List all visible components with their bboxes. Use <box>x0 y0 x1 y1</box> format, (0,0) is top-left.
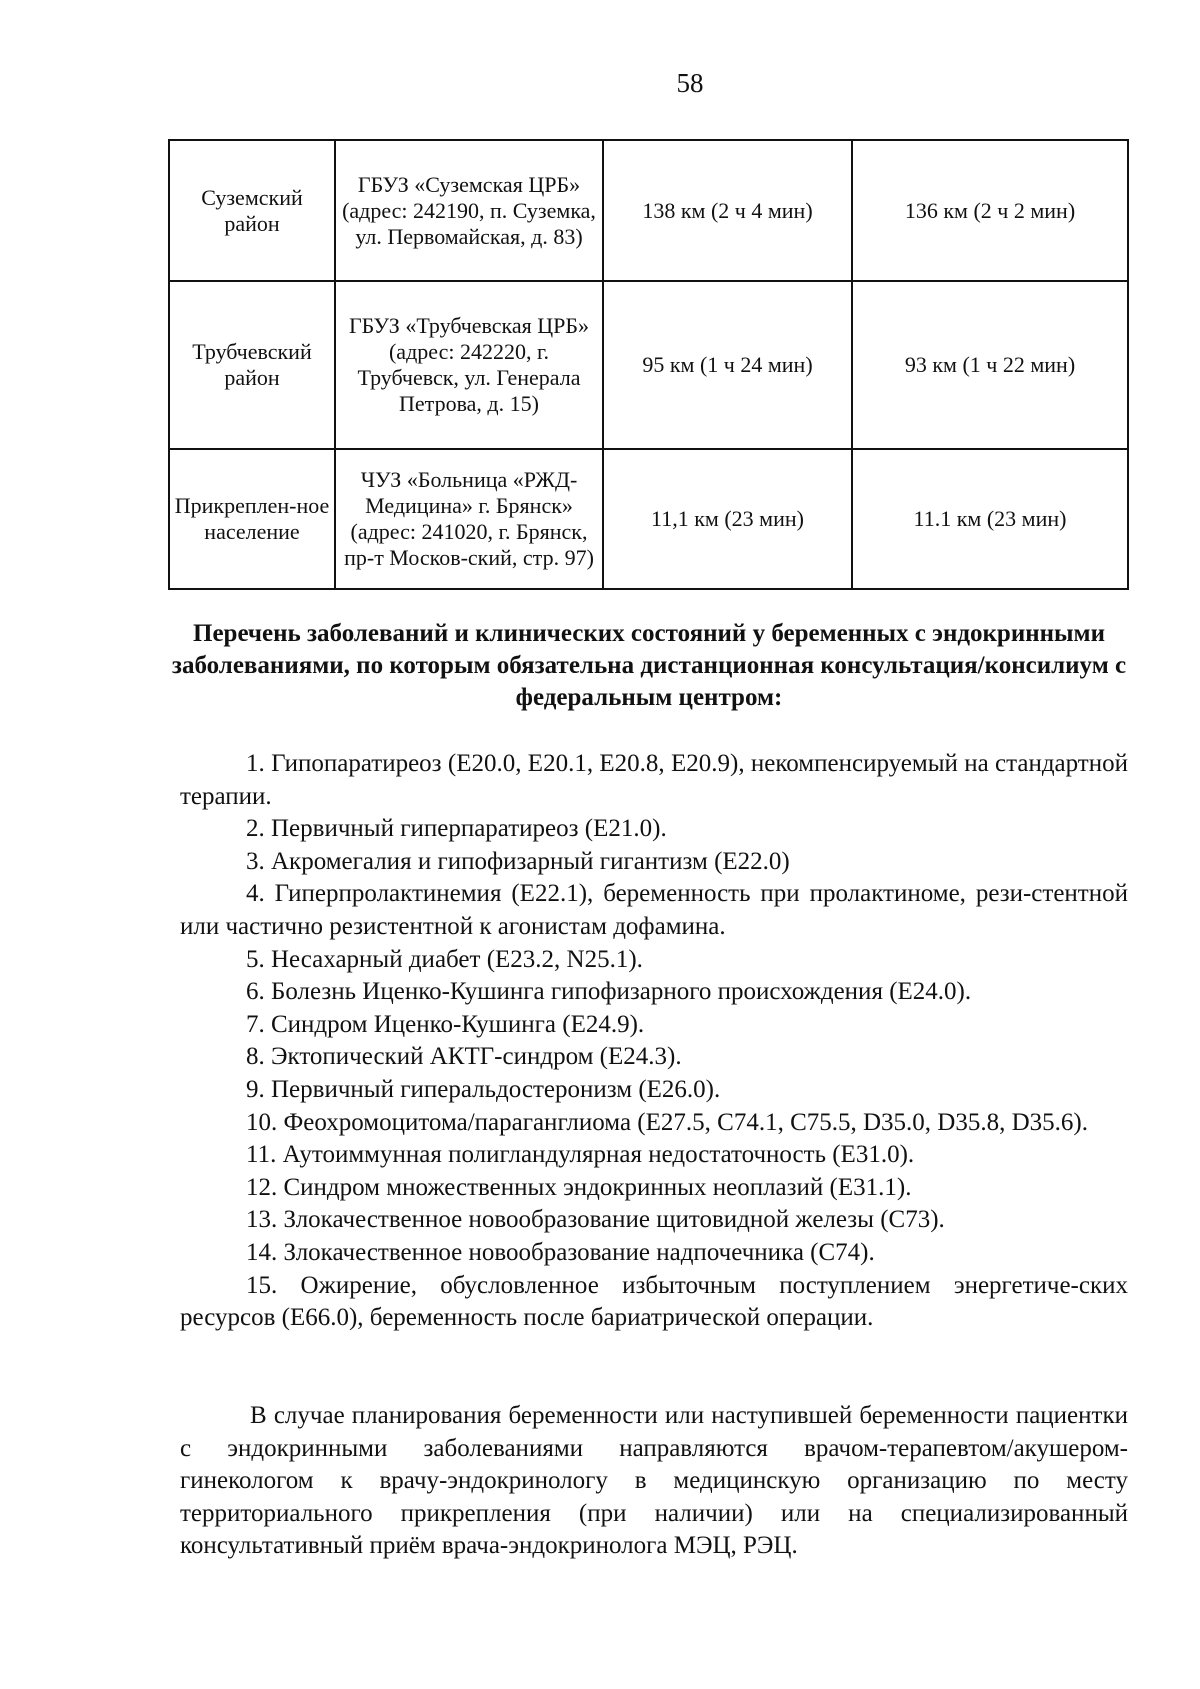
district-cell: Прикреплен-ное население <box>169 449 335 589</box>
list-item: 7. Синдром Иценко-Кушинга (E24.9). <box>246 1010 645 1038</box>
distance-table <box>168 139 1129 590</box>
list-item: 5. Несахарный диабет (E23.2, N25.1). <box>246 945 643 973</box>
distance-a-cell: 95 км (1 ч 24 мин) <box>603 281 852 449</box>
list-item: 13. Злокачественное новообразование щитовидной железы (C73). <box>246 1206 945 1234</box>
disease-list <box>180 748 1128 1335</box>
list-item: 8. Эктопический АКТГ-синдром (E24.3). <box>246 1043 682 1071</box>
distance-b-cell: 11.1 км (23 мин) <box>852 449 1128 589</box>
table-row <box>169 140 1128 281</box>
list-item: 1. Гипопаратиреоз (E20.0, E20.1, E20.8, E20.9), некомпенсируемый на стандартной терапии. <box>180 750 1128 810</box>
district-cell: Суземский район <box>169 140 335 281</box>
list-item: 15. Ожирение, обусловленное избыточным поступлением энергетиче-ских ресурсов (E66.0), беременность после бариатрической операции. <box>180 1271 1128 1332</box>
list-item: 2. Первичный гиперпаратиреоз (E21.0). <box>246 815 667 843</box>
list-item: 12. Синдром множественных эндокринных неоплазий (E31.1). <box>246 1173 912 1201</box>
page-number: 58 <box>676 68 704 98</box>
distance-b-cell: 93 км (1 ч 22 мин) <box>852 281 1128 449</box>
facility-cell: ГБУЗ «Трубчевская ЦРБ» (адрес: 242220, г. Трубчевск, ул. Генерала Петрова, д. 15) <box>335 281 603 449</box>
list-item: 4. Гиперпролактинемия (E22.1), беременность при пролактиноме, рези-стентной или частично резистентной к агонистам дофамина. <box>180 880 1128 940</box>
section-heading: Перечень заболеваний и клинических состояний у беременных с эндокринными заболеваниями, по которым обязательна дистанционная консультация/консилиум с федеральным центром: <box>171 620 1127 711</box>
facility-cell: ЧУЗ «Больница «РЖД-Медицина» г. Брянск» (адрес: 241020, г. Брянск, пр-т Москов-ский, стр. 97) <box>335 449 603 589</box>
list-item: 9. Первичный гиперальдостеронизм (E26.0). <box>246 1075 721 1103</box>
list-item: 3. Акромегалия и гипофизарный гигантизм (E22.0) <box>246 847 790 875</box>
distance-b-cell: 136 км (2 ч 2 мин) <box>852 140 1128 281</box>
closing-paragraph: В случае планирования беременности или наступившей беременности пациентки с эндокринными заболеваниями направляются врачом-терапевтом/акушером-гинекологом к врачу-эндокринологу в медицинскую организацию по месту территориального прикрепления (при наличии) или на специализированный консультативный приём врача-эндокринолога МЭЦ, РЭЦ. <box>180 1402 1128 1560</box>
table-row <box>169 449 1128 589</box>
distance-a-cell: 138 км (2 ч 4 мин) <box>603 140 852 281</box>
district-cell: Трубчевский район <box>169 281 335 449</box>
list-item: 11. Аутоиммунная полигландулярная недостаточность (E31.0). <box>246 1141 915 1169</box>
facility-cell: ГБУЗ «Суземская ЦРБ» (адрес: 242190, п. Суземка, ул. Первомайская, д. 83) <box>335 140 603 281</box>
table-row <box>169 281 1128 449</box>
list-item: 6. Болезнь Иценко-Кушинга гипофизарного происхождения (E24.0). <box>246 978 972 1006</box>
list-item: 14. Злокачественное новообразование надпочечника (C74). <box>246 1238 875 1266</box>
distance-a-cell: 11,1 км (23 мин) <box>603 449 852 589</box>
list-item: 10. Феохромоцитома/параганглиома (E27.5, C74.1, C75.5, D35.0, D35.8, D35.6). <box>246 1108 1088 1136</box>
